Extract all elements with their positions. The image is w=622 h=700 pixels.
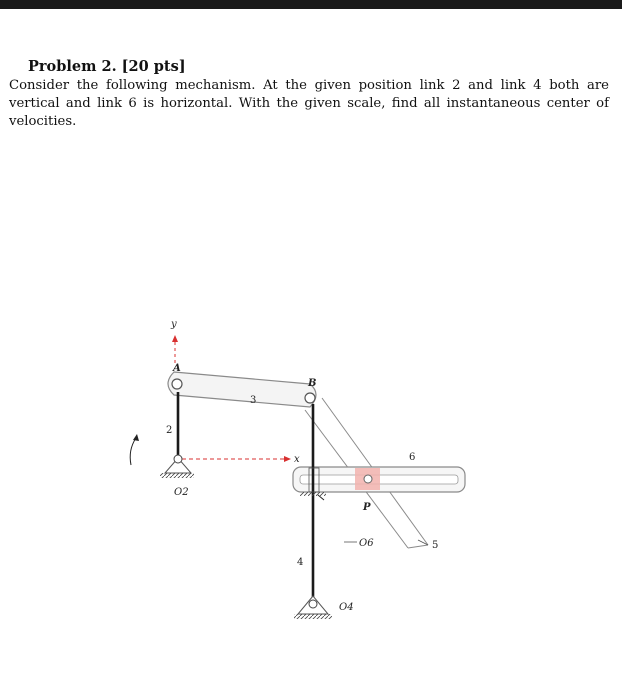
x-axis-arrow (284, 456, 291, 462)
pin-A (172, 379, 182, 389)
label-A: A (173, 363, 181, 374)
y-axis-arrow (172, 335, 178, 342)
ground-slider-hatch (300, 492, 326, 496)
label-O2: O2 (174, 487, 189, 498)
label-link-4: 4 (297, 557, 304, 568)
ground-O4-hatch (294, 614, 332, 619)
pin-B (305, 393, 315, 403)
rotation-arc (130, 438, 136, 465)
label-O6: O6 (359, 538, 374, 549)
link-5-end (408, 545, 428, 548)
y-axis-label: y (171, 319, 177, 330)
x-axis-label: x (294, 454, 300, 465)
label-O4: O4 (339, 602, 354, 613)
pivot-O2 (174, 455, 182, 463)
problem-statement: Consider the following mechanism. At the given position link 2 and link 4 both are vertical and link 6 is horizontal. With the given scale, find all instantaneous center of velocities. (9, 78, 609, 129)
ground-O2-hatch (160, 473, 194, 478)
label-link-5: 5 (432, 540, 439, 551)
label-link-3: 3 (250, 395, 257, 406)
slider-pin (364, 475, 372, 483)
problem-heading: Problem 2. [20 pts] (28, 58, 186, 75)
label-link-2: 2 (166, 425, 173, 436)
label-link-6: 6 (409, 452, 416, 463)
pivot-O4 (309, 600, 317, 608)
label-B: B (308, 378, 317, 389)
label-P: P (363, 502, 371, 513)
rotation-arrowhead (133, 434, 139, 441)
link-3 (168, 372, 316, 407)
